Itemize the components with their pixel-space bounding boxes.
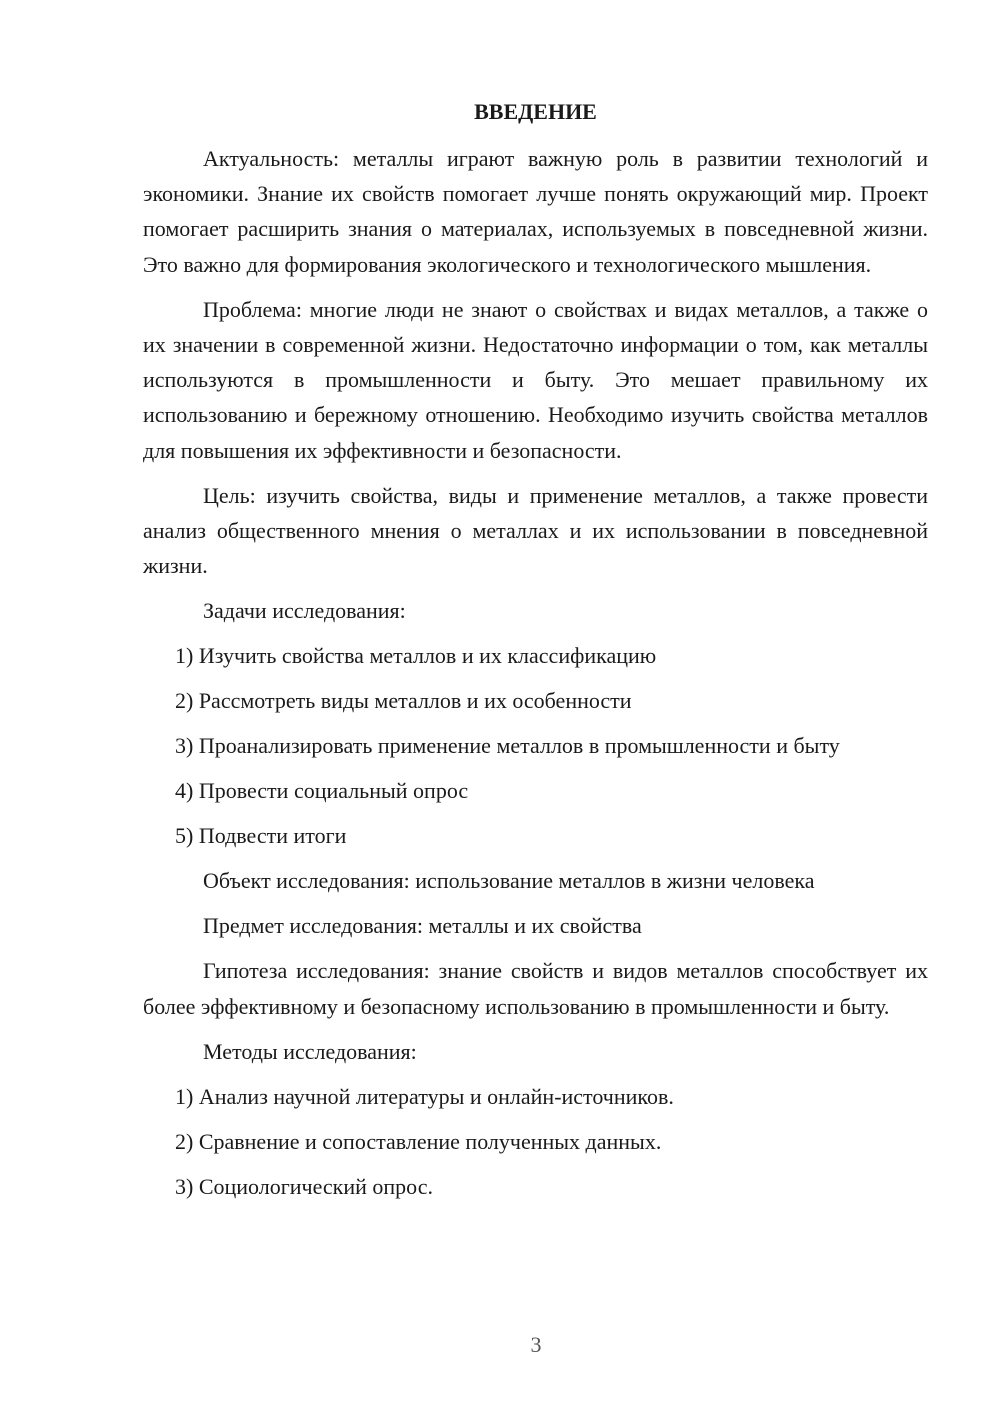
problem-paragraph: Проблема: многие люди не знают о свойствах и видах металлов, а также о их значении в современной жизни. Недостаточно информации о том, как металлы используются в промышленности и быту. Это мешает правильному их использованию и бережному отношению. Необходимо изучить свойства металлов для повышения их эффективности и безопасности. (143, 296, 928, 463)
actuality-paragraph: Актуальность: металлы играют важную роль в развитии технологий и экономики. Знание их свойств помогает лучше понять окружающий мир. Проект помогает расширить знания о материалах, используемых в повседневной жизни. Это важно для формирования экологического и технологического мышления. (143, 146, 928, 277)
list-item: 2) Рассмотреть виды металлов и их особенности (175, 688, 632, 714)
tasks-list (143, 638, 928, 853)
list-item: 1) Анализ научной литературы и онлайн-источников. (175, 1083, 674, 1109)
section-title: ВВЕДЕНИЕ (474, 99, 597, 124)
list-item: 5) Подвести итоги (175, 823, 347, 849)
list-item: 2) Сравнение и сопоставление полученных данных. (175, 1128, 662, 1154)
page-number: 3 (530, 1332, 542, 1357)
list-item: 4) Провести социальный опрос (175, 778, 469, 804)
methods-list (143, 1079, 928, 1204)
page-content (143, 94, 928, 1214)
list-item: 1) Изучить свойства металлов и их классификацию (175, 643, 657, 669)
tasks-label: Задачи исследования: (203, 598, 406, 624)
list-item: 3) Проанализировать применение металлов в промышленности и быту (175, 733, 840, 759)
hypothesis-paragraph: Гипотеза исследования: знание свойств и видов металлов способствует их более эффективному и безопасному использованию в промышленности и быту. (143, 958, 928, 1019)
methods-label: Методы исследования: (203, 1038, 417, 1064)
goal-paragraph: Цель: изучить свойства, виды и применение металлов, а также провести анализ общественного мнения о металлах и их использовании в повседневной жизни. (143, 482, 928, 579)
subject-line: Предмет исследования: металлы и их свойства (203, 913, 642, 939)
list-item: 3) Социологический опрос. (175, 1173, 433, 1199)
object-line: Объект исследования: использование металлов в жизни человека (203, 868, 815, 894)
